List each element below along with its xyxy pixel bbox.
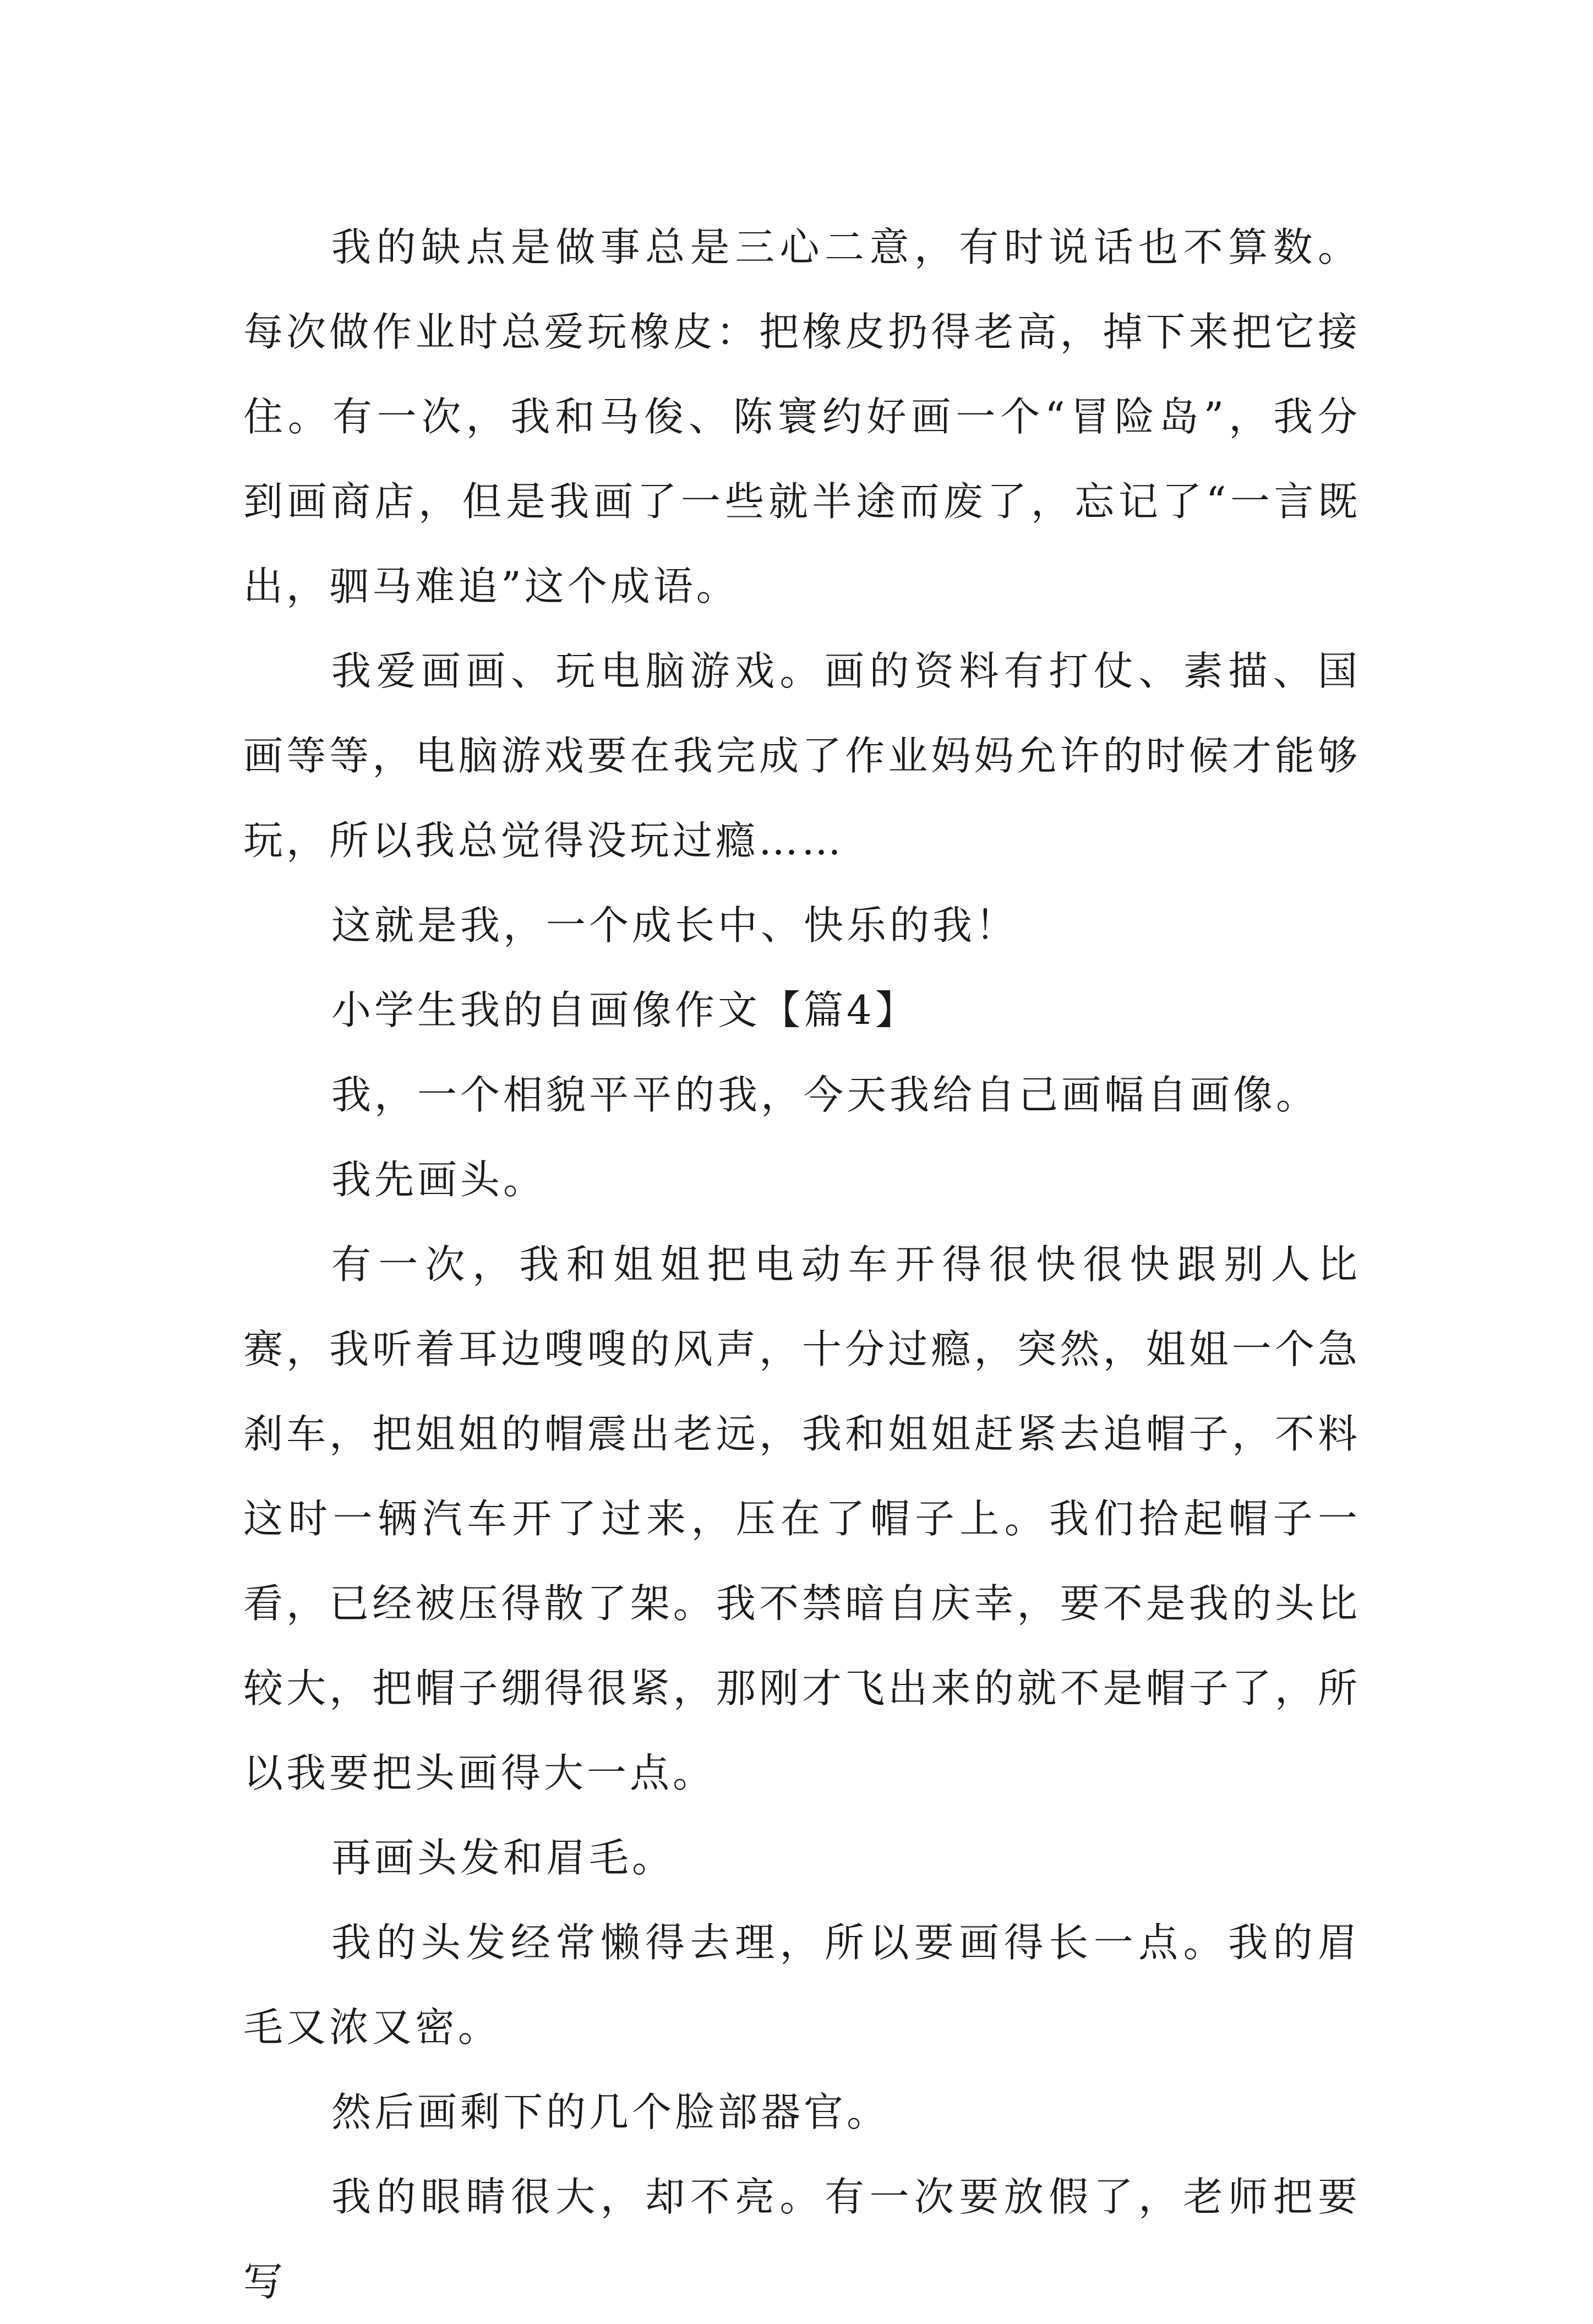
document-body [243,205,1361,2324]
paragraph-hair: 我的头发经常懒得去理，所以要画得长一点。我的眉毛又浓又密。 [243,1919,1361,2050]
paragraph-conclusion: 这就是我，一个成长中、快乐的我！ [331,902,1019,948]
paragraph-draw-hair: 再画头发和眉毛。 [331,1835,675,1881]
paragraph-eyes: 我的眼睛很大，却不亮。有一次要放假了，老师把要写 [243,2174,1361,2305]
paragraph-story: 有一次，我和姐姐把电动车开得很快很快跟别人比赛，我听着耳边嗖嗖的风声，十分过瘾，突然，姐姐一个急刹车，把姐姐的帽震出老远，我和姐姐赶紧去追帽子，不料这时一辆汽车开了过来，压在了帽子上。我们拾起帽子一看，已经被压得散了架。我不禁暗自庆幸，要不是我的头比较大，把帽子绷得很紧，那刚才飞出来的就不是帽子了，所以我要把头画得大一点。 [243,1241,1361,1796]
paragraph-shortcomings: 我的缺点是做事总是三心二意，有时说话也不算数。每次做作业时总爱玩橡皮：把橡皮扔得老高，掉下来把它接住。有一次，我和马俊、陈寰约好画一个“冒险岛”，我分到画商店，但是我画了一些就半途而废了，忘记了“一言既出，驷马难追”这个成语。 [243,224,1361,609]
paragraph-draw-face: 然后画剩下的几个脸部器官。 [331,2089,890,2135]
paragraph-hobbies: 我爱画画、玩电脑游戏。画的资料有打仗、素描、国画等等，电脑游戏要在我完成了作业妈妈允许的时候才能够玩，所以我总觉得没玩过瘾…… [243,648,1361,864]
section-heading: 小学生我的自画像作文【篇4】 [331,987,918,1033]
paragraph-draw-head: 我先画头。 [331,1156,547,1203]
paragraph-intro: 我，一个相貌平平的我，今天我给自己画幅自画像。 [331,1072,1319,1118]
